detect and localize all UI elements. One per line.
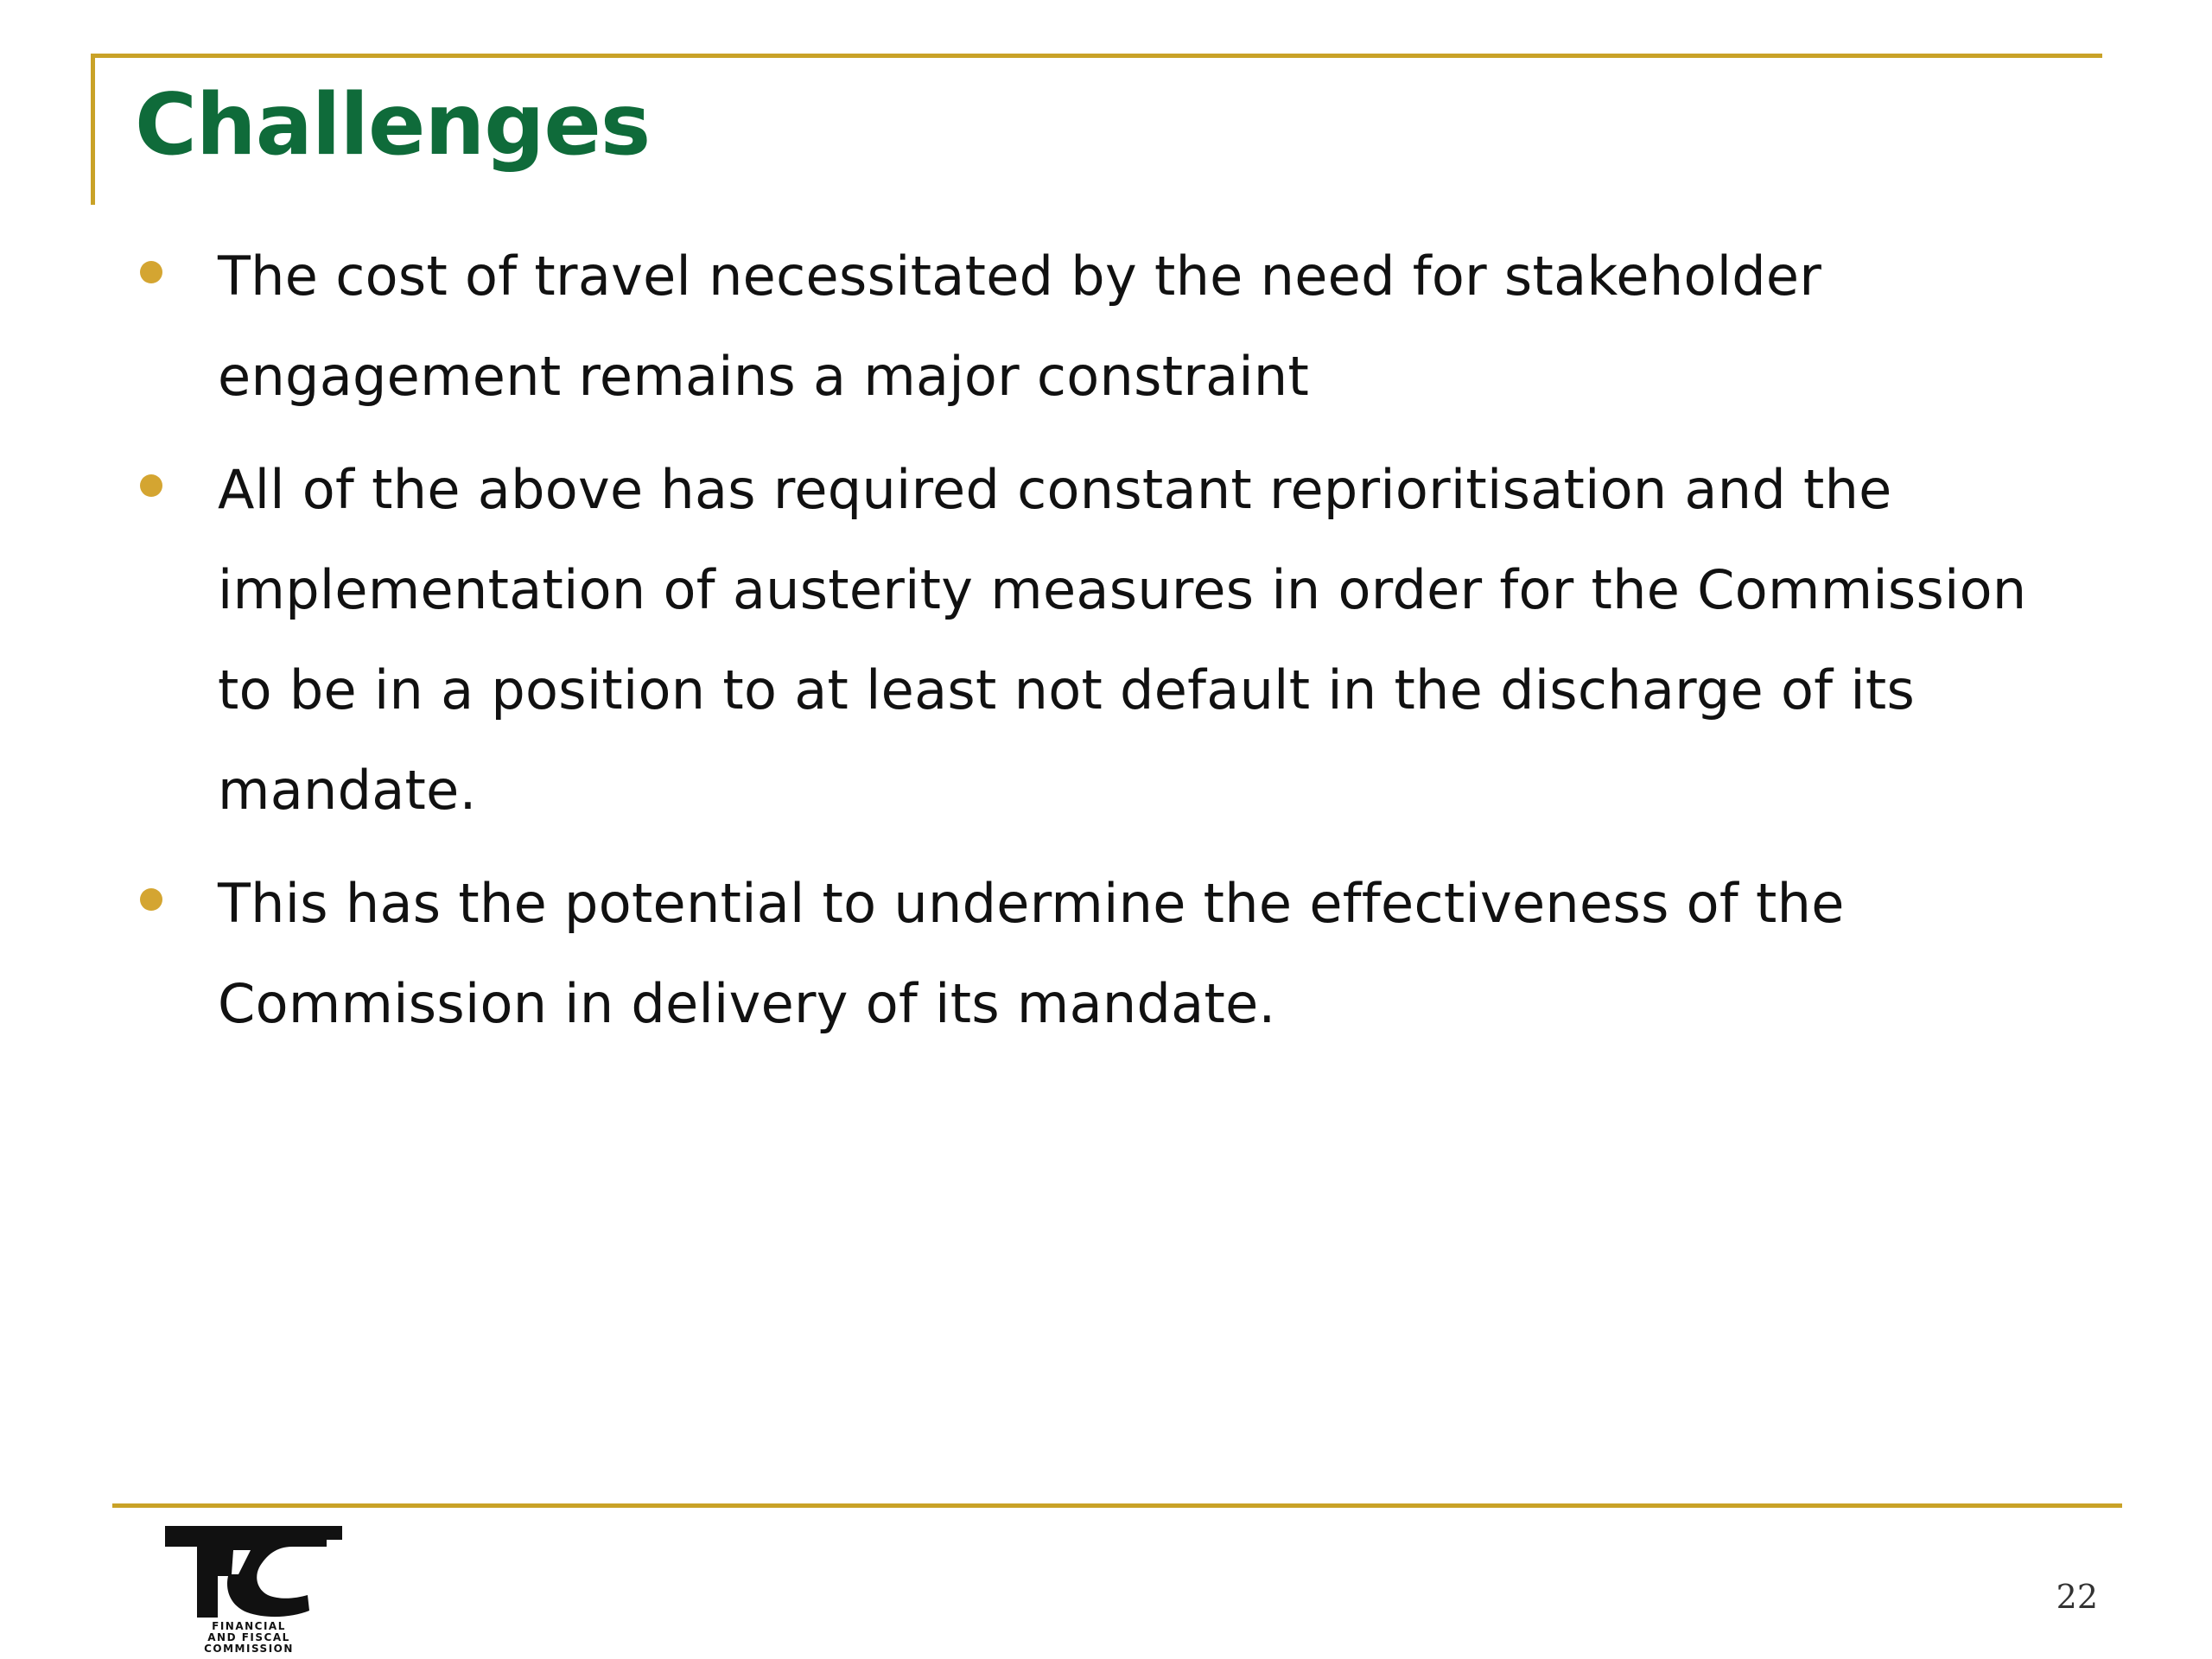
bullet-item <box>135 440 2088 841</box>
bullet-text: The cost of travel necessitated by the need for stakeholder engagement remains a major constraint <box>218 245 1822 408</box>
bullet-dot-icon <box>140 474 162 497</box>
slide-title: Challenges <box>135 76 651 175</box>
logo-line-1: FINANCIAL <box>212 1620 286 1632</box>
bullet-dot-icon <box>140 888 162 911</box>
bullet-item <box>135 854 2088 1054</box>
bullet-item <box>135 226 2088 427</box>
page-number: 22 <box>2056 1578 2098 1616</box>
bottom-divider-line <box>112 1503 2122 1508</box>
left-frame-line <box>91 54 95 205</box>
logo-line-2: AND FISCAL <box>207 1631 290 1643</box>
top-frame-line <box>91 54 2102 58</box>
bullet-dot-icon <box>140 261 162 283</box>
logo-line-3: COMMISSION <box>204 1643 294 1654</box>
ffc-logo-icon <box>162 1524 353 1654</box>
bullet-text: All of the above has required constant reprioritisation and the implementation of austerity measures in order for the Commission to be in a position to at least not default in the discharge of its mandate. <box>218 458 2027 822</box>
bullet-text: This has the potential to undermine the effectiveness of the Commission in delivery of its mandate. <box>218 872 1845 1035</box>
bullet-list <box>135 226 2088 1067</box>
